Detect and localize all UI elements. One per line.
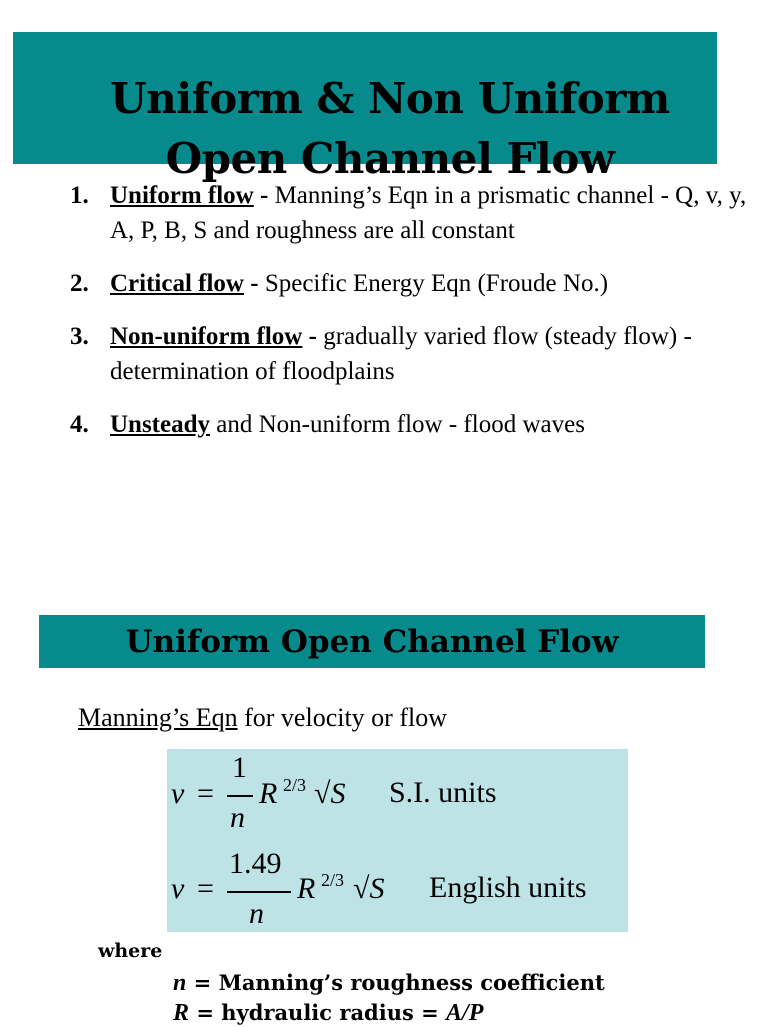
eq2-numerator: 1.49 <box>229 847 282 880</box>
n-symbol: n <box>173 970 187 996</box>
eq2-denominator: n <box>249 897 264 930</box>
item-text: Specific Energy Eqn (Froude No.) <box>258 270 609 297</box>
eq2-fraction-bar <box>227 891 291 893</box>
list-item <box>70 407 750 442</box>
eq1-fraction <box>227 751 253 835</box>
eq1-equals: = <box>197 777 214 810</box>
section-title: Uniform Open Channel Flow <box>125 624 619 660</box>
item-term: Critical flow <box>110 270 244 297</box>
equation-box <box>167 749 628 932</box>
eq1-units: S.I. units <box>389 776 497 809</box>
eq1-R: R <box>259 777 278 810</box>
manning-intro <box>78 703 447 733</box>
item-text: and Non-uniform flow - flood waves <box>210 411 585 438</box>
eq1-sqrt-S: √S <box>314 777 346 810</box>
R-symbol: R <box>173 1000 190 1026</box>
title-line-1: Uniform & Non Uniform <box>110 74 670 123</box>
list-item <box>70 266 750 301</box>
definition-n <box>173 970 605 997</box>
item-separator: - <box>243 270 259 297</box>
eq1-fraction-bar <box>227 795 253 797</box>
section-banner <box>39 615 705 668</box>
item-number: 4. <box>70 411 89 438</box>
item-separator: - <box>253 182 269 209</box>
eq1-v: v <box>171 777 185 810</box>
eq1-numerator: 1 <box>232 751 247 784</box>
n-definition: = Manning’s roughness coefficient <box>186 970 605 995</box>
item-text: Manning’s Eqn in a prismatic channel - Q, v, y, A, P, B, S and roughness are all constant <box>110 182 747 244</box>
item-term: Unsteady <box>110 411 211 438</box>
list-item <box>70 319 750 389</box>
title-banner <box>13 32 717 183</box>
eq2-exponent: 2/3 <box>321 870 345 890</box>
eq2-equals: = <box>197 872 214 905</box>
eq1-denominator: n <box>230 801 245 834</box>
definition-R <box>173 1000 483 1027</box>
manning-term: Manning’s Eqn <box>78 703 238 732</box>
eq2-fraction <box>227 847 291 931</box>
R-definition: = hydraulic radius = <box>189 1000 447 1025</box>
R-expression: A/P <box>446 1000 484 1026</box>
list-item <box>70 178 750 248</box>
item-term: Uniform flow <box>110 182 254 209</box>
where-label: where <box>98 940 163 962</box>
item-number: 1. <box>70 182 89 209</box>
manning-rest: for velocity or flow <box>237 703 447 732</box>
title-line-2: Open Channel Flow <box>165 134 615 183</box>
item-text: gradually varied flow (steady flow) - determination of floodplains <box>110 323 692 385</box>
eq2-units: English units <box>429 871 587 904</box>
eq2-sqrt-S: √S <box>353 872 385 905</box>
item-term: Non-uniform flow <box>110 323 303 350</box>
eq2-v: v <box>171 872 185 905</box>
flow-types-list <box>70 178 750 460</box>
item-separator: - <box>302 323 317 350</box>
eq1-exponent: 2/3 <box>283 775 307 795</box>
item-number: 3. <box>70 323 89 350</box>
item-number: 2. <box>70 270 89 297</box>
eq2-R: R <box>297 872 316 905</box>
